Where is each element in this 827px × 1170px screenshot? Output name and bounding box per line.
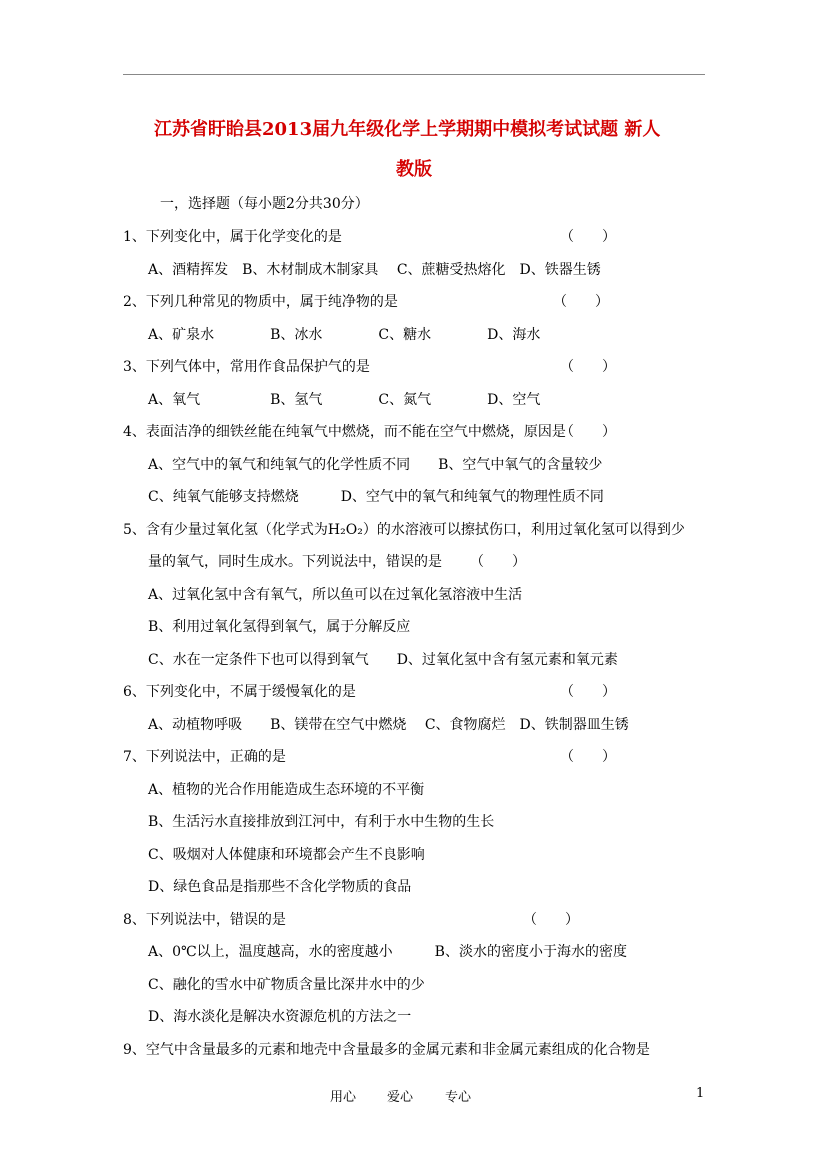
question-5-answer-blank: （ ） <box>470 554 526 570</box>
document-title: 江苏省盱眙县2013届九年级化学上学期期中模拟考试试题 新人 <box>154 119 661 140</box>
question-4-option-line-1: A、空气中的氧气和纯氧气的化学性质不同 B、空气中氧气的含量较少 <box>148 457 603 473</box>
question-8-answer-blank: （ ） <box>523 912 579 928</box>
document-title-continued: 教版 <box>396 159 432 180</box>
question-3-options: A、氧气 B、氢气 C、氮气 D、空气 <box>148 392 541 408</box>
question-9-stem: 9、空气中含量最多的元素和地壳中含量最多的金属元素和非金属元素组成的化合物是 <box>123 1042 650 1058</box>
footer-motto-3: 专心 <box>445 1090 472 1105</box>
question-6-answer-blank: （ ） <box>560 684 616 700</box>
question-7-answer-blank: （ ） <box>560 749 616 765</box>
footer-motto-1: 用心 <box>330 1090 357 1105</box>
question-8-option-d: D、海水淡化是解决水资源危机的方法之一 <box>148 1009 412 1025</box>
page-number: 1 <box>696 1086 705 1101</box>
question-1-answer-blank: （ ） <box>560 229 616 245</box>
question-2-stem: 2、下列几种常见的物质中，属于纯净物的是 <box>123 294 398 310</box>
question-4-answer-blank: （ ） <box>560 424 616 440</box>
question-5-option-cd: C、水在一定条件下也可以得到氧气 D、过氧化氢中含有氢元素和氧元素 <box>148 652 618 668</box>
question-4-option-line-2: C、纯氧气能够支持燃烧 D、空气中的氧气和纯氧气的物理性质不同 <box>148 489 604 505</box>
question-8-option-c: C、融化的雪水中矿物质含量比深井水中的少 <box>148 977 425 993</box>
question-1-options: A、酒精挥发 B、木材制成木制家具 C、蔗糖受热熔化 D、铁器生锈 <box>148 262 601 278</box>
question-7-option-c: C、吸烟对人体健康和环境都会产生不良影响 <box>148 847 425 863</box>
question-3-stem: 3、下列气体中，常用作食品保护气的是 <box>123 359 370 375</box>
question-8-stem: 8、下列说法中，错误的是 <box>123 912 286 928</box>
question-5-option-b: B、利用过氧化氢得到氧气，属于分解反应 <box>148 619 411 635</box>
footer-motto-2: 爱心 <box>387 1090 414 1105</box>
question-5-stem-continued: 量的氧气，同时生成水。下列说法中，错误的是 <box>148 554 442 570</box>
question-8-option-ab: A、0℃以上，温度越高，水的密度越小 B、淡水的密度小于海水的密度 <box>148 944 627 960</box>
question-6-options: A、动植物呼吸 B、镁带在空气中燃烧 C、食物腐烂 D、铁制器皿生锈 <box>148 717 629 733</box>
question-2-answer-blank: （ ） <box>553 294 609 310</box>
question-7-option-b: B、生活污水直接排放到江河中，有利于水中生物的生长 <box>148 814 495 830</box>
question-2-options: A、矿泉水 B、冰水 C、糖水 D、海水 <box>148 327 541 343</box>
question-7-option-d: D、绿色食品是指那些不含化学物质的食品 <box>148 879 412 895</box>
section-heading: 一，选择题（每小题2分共30分） <box>160 196 369 212</box>
question-7-option-a: A、植物的光合作用能造成生态环境的不平衡 <box>148 782 425 798</box>
question-3-answer-blank: （ ） <box>560 359 616 375</box>
question-4-stem: 4、表面洁净的细铁丝能在纯氧气中燃烧，而不能在空气中燃烧，原因是 <box>123 424 566 440</box>
question-5-stem: 5、含有少量过氧化氢（化学式为H₂O₂）的水溶液可以擦拭伤口，利用过氧化氢可以得到少 <box>123 522 685 538</box>
question-5-option-a: A、过氧化氢中含有氧气，所以鱼可以在过氧化氢溶液中生活 <box>148 587 523 603</box>
question-7-stem: 7、下列说法中，正确的是 <box>123 749 286 765</box>
question-1-stem: 1、下列变化中，属于化学变化的是 <box>123 229 342 245</box>
header-rule <box>123 74 705 75</box>
question-6-stem: 6、下列变化中，不属于缓慢氧化的是 <box>123 684 356 700</box>
